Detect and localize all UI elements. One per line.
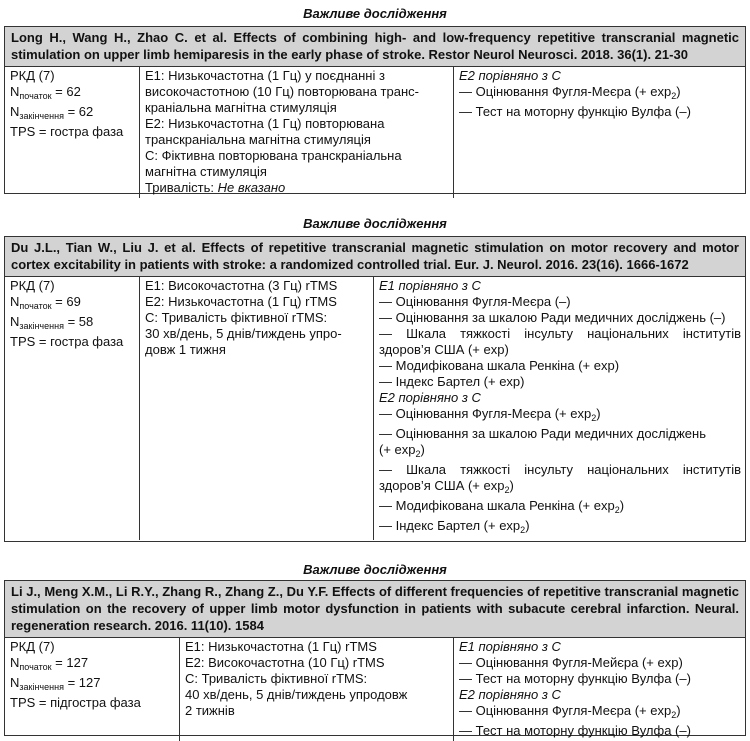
outcome-text: — Оцінювання Фугля-Меєра (+ exp — [459, 703, 672, 718]
study-citation: Long H., Wang H., Zhao C. et al. Effects of combining high- and low-frequency repetitive transcranial magnetic stimulation on upper limb hemiparesis in the early phase of stroke. Restor Neurol Neurosci. 2018. 36(1). 21-30 — [5, 27, 745, 67]
outcome-text: — Тест на моторну функцію Вулфа (–) — [459, 104, 691, 119]
outcome-text: — Тест на моторну функцію Вулфа (–) — [459, 671, 691, 686]
design-column — [5, 67, 139, 198]
intervention-line: E1: Низькочастотна (1 Гц) у поєднанні з — [145, 68, 385, 83]
outcome-tail: ) — [525, 518, 530, 533]
comparison-heading: E1 порівняно з C — [379, 278, 481, 293]
outcome-subscript: 2 — [520, 525, 526, 535]
outcome-item — [379, 342, 741, 358]
intervention-line: C: Тривалість фіктивної rTMS: — [185, 671, 368, 686]
interventions-column — [179, 638, 453, 741]
intervention-line: 40 хв/день, 5 днів/тиждень упродовж — [185, 687, 408, 702]
study-citation: Li J., Meng X.M., Li R.Y., Zhang R., Zhang Z., Du Y.F. Effects of different frequencies of repetitive transcranial magnetic stimulation on the recovery of upper limb motor dysfunction in patients with subacute cerebral infarction. Neural. regeneration research. 2016. 11(10). 1584 — [5, 581, 745, 638]
outcome-text: — Оцінювання Фугля-Меєра (–) — [379, 294, 571, 309]
n-value: = 62 — [67, 104, 94, 119]
n-end-line — [10, 675, 175, 695]
study-citation: Du J.L., Tian W., Liu J. et al. Effects of repetitive transcranial magnetic stimulation on motor recovery and motor cortex excitability in patients with stroke: a randomized controlled trial. Eur. J. Neurol. 2016. 23(16). 1666-1672 — [5, 237, 745, 277]
outcome-text: здоров’я США (+ exp — [379, 478, 505, 493]
study-label: Важливе дослідження — [303, 216, 447, 231]
outcome-item — [379, 406, 741, 426]
outcome-subscript: 2 — [671, 710, 677, 720]
outcome-text: — Індекс Бартел (+ exp) — [379, 374, 525, 389]
outcome-tail: ) — [596, 406, 601, 421]
intervention-line: C: Тривалість фіктивної rTMS: — [145, 310, 328, 325]
outcome-item — [379, 518, 741, 538]
outcome-item — [379, 358, 741, 374]
outcome-text: — Модифікована шкала Ренкіна (+ exp) — [379, 358, 620, 373]
outcome-tail: ) — [676, 84, 681, 99]
outcome-tail: ) — [676, 703, 681, 718]
n-label: N — [10, 104, 20, 119]
outcomes-column — [373, 277, 745, 540]
outcome-item — [459, 703, 741, 723]
duration-value: Не вказано — [217, 180, 286, 195]
intervention-line: 2 тижнів — [185, 703, 235, 718]
n-subscript: початок — [19, 662, 52, 672]
n-subscript: закінчення — [19, 321, 64, 331]
n-end-line — [10, 314, 135, 334]
tps-phase: TPS = гостра фаза — [10, 334, 124, 349]
intervention-line: E1: Низькочастотна (1 Гц) rTMS — [185, 639, 377, 654]
intervention-line: E2: Високочастотна (10 Гц) rTMS — [185, 655, 385, 670]
study-card — [4, 26, 746, 194]
outcome-tail: ) — [420, 442, 425, 457]
n-label: N — [10, 655, 20, 670]
duration-label: Тривалість: — [145, 180, 218, 195]
outcome-item — [459, 655, 741, 671]
comparison-heading: E1 порівняно з C — [459, 639, 561, 654]
intervention-line: транскраніальна магнітна стимуляція — [145, 132, 371, 147]
outcome-subscript: 2 — [415, 449, 421, 459]
n-value: = 58 — [67, 314, 94, 329]
n-start-line — [10, 655, 175, 675]
n-label: N — [10, 84, 20, 99]
n-subscript: закінчення — [19, 682, 64, 692]
design-type: РКД (7) — [10, 68, 55, 83]
outcome-item — [379, 426, 741, 442]
study-label: Важливе дослідження — [303, 6, 447, 21]
outcome-subscript: 2 — [591, 413, 597, 423]
outcome-item — [379, 442, 741, 462]
intervention-line: E2: Низькочастотна (1 Гц) rTMS — [145, 294, 337, 309]
outcome-subscript: 2 — [504, 485, 510, 495]
outcome-text: — Оцінювання Фугля-Меєра (+ exp — [379, 406, 592, 421]
n-label: N — [10, 675, 20, 690]
intervention-line: E2: Низькочастотна (1 Гц) повторювана — [145, 116, 385, 131]
tps-phase: TPS = гостра фаза — [10, 124, 124, 139]
outcome-item — [379, 374, 741, 390]
comparison-heading: E2 порівняно з C — [459, 68, 561, 83]
outcome-item — [459, 104, 741, 120]
n-label: N — [10, 294, 20, 309]
outcome-text: — Модифікована шкала Ренкіна (+ exp — [379, 498, 615, 513]
n-start-line — [10, 84, 135, 104]
outcome-item — [379, 310, 741, 326]
intervention-line: високочастотною (10 Гц) повторювана транс- — [145, 84, 419, 99]
interventions-column — [139, 67, 453, 198]
outcome-text: — Шкала тяжкості інсульту національних інститутів — [379, 326, 741, 341]
n-start-line — [10, 294, 135, 314]
outcome-item — [379, 294, 741, 310]
design-type: РКД (7) — [10, 278, 55, 293]
outcome-tail: ) — [509, 478, 514, 493]
study-card — [4, 236, 746, 542]
outcome-item — [459, 671, 741, 687]
intervention-line: 30 хв/день, 5 днів/тиждень упро- — [145, 326, 342, 341]
tps-phase: TPS = підгостра фаза — [10, 695, 141, 710]
comparison-heading: E2 порівняно з C — [379, 390, 481, 405]
outcome-text: — Шкала тяжкості інсульту національних інститутів — [379, 462, 741, 477]
n-subscript: початок — [19, 301, 52, 311]
n-value: = 127 — [55, 655, 89, 670]
outcome-text: — Індекс Бартел (+ exp — [379, 518, 521, 533]
n-value: = 69 — [55, 294, 81, 309]
intervention-line: краніальна магнітна стимуляція — [145, 100, 337, 115]
outcome-item — [379, 478, 741, 498]
outcome-text: — Оцінювання Фугля-Меєра (+ exp — [459, 84, 672, 99]
intervention-line: C: Фіктивна повторювана транскраніальна — [145, 148, 402, 163]
n-label: N — [10, 314, 20, 329]
n-end-line — [10, 104, 135, 124]
outcome-text: — Оцінювання Фугля-Мейєра (+ exp) — [459, 655, 683, 670]
intervention-line: довж 1 тижня — [145, 342, 226, 357]
study-card — [4, 580, 746, 736]
outcomes-column — [453, 638, 745, 741]
design-column — [5, 277, 139, 540]
outcome-text: — Тест на моторну функцію Вулфа (–) — [459, 723, 691, 738]
duration-line — [145, 180, 449, 196]
outcome-item — [379, 462, 741, 478]
n-value: = 62 — [55, 84, 81, 99]
outcomes-column — [453, 67, 745, 198]
outcome-text: (+ exp — [379, 442, 416, 457]
intervention-line: магнітна стимуляція — [145, 164, 267, 179]
outcome-item — [459, 84, 741, 104]
design-column — [5, 638, 179, 741]
n-subscript: закінчення — [19, 111, 64, 121]
n-subscript: початок — [19, 91, 52, 101]
outcome-text: здоров’я США (+ exp) — [379, 342, 509, 357]
outcome-tail: ) — [619, 498, 625, 513]
outcome-text: — Оцінювання за шкалою Ради медичних досліджень (–) — [379, 310, 726, 325]
design-type: РКД (7) — [10, 639, 55, 654]
outcome-item — [379, 498, 741, 518]
outcome-subscript: 2 — [614, 505, 620, 515]
outcome-subscript: 2 — [671, 91, 677, 101]
outcome-item — [459, 723, 741, 739]
comparison-heading: E2 порівняно з C — [459, 687, 561, 702]
outcome-item — [379, 326, 741, 342]
outcome-text: — Оцінювання за шкалою Ради медичних досліджень — [379, 426, 706, 441]
interventions-column — [139, 277, 373, 540]
n-value: = 127 — [67, 675, 101, 690]
intervention-line: E1: Високочастотна (3 Гц) rTMS — [145, 278, 338, 293]
study-label: Важливе дослідження — [303, 562, 447, 577]
